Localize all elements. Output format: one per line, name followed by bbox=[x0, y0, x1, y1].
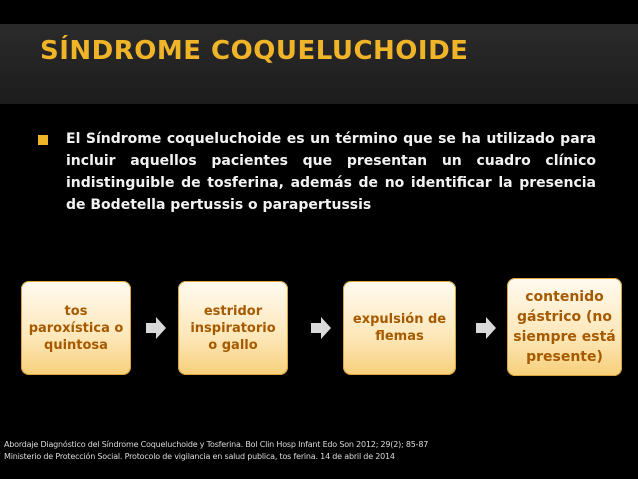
flow-box-expulsion bbox=[343, 281, 456, 375]
flow-box-line: inspiratorio bbox=[190, 320, 276, 336]
bullet-text: El Síndrome coqueluchoide es un término que se ha utilizado para incluir aquellos pacientes que presentan un cuadro clínico indistinguible de tosferina, además de no identificar la presencia de Bodetella pertussis o parapertussis bbox=[66, 131, 596, 213]
reference-line: Ministerio de Protección Social. Protocolo de vigilancia en salud publica, tos ferina. 14 de abril de 2014 bbox=[4, 452, 395, 461]
flow-box-line: paroxística o bbox=[28, 320, 124, 336]
flow-box-line: estridor bbox=[203, 303, 263, 319]
arrow-right-icon bbox=[146, 317, 166, 339]
flow-box-tos-paroxistica bbox=[21, 281, 131, 375]
arrow-right-icon bbox=[476, 317, 496, 339]
arrow-right-icon bbox=[311, 317, 331, 339]
flow-box-line: contenido bbox=[525, 289, 604, 305]
flow-box-contenido-gastrico bbox=[507, 278, 622, 376]
flow-box-line: expulsión de bbox=[352, 312, 447, 327]
flow-box-line: flemas bbox=[375, 329, 424, 344]
reference-line: Abordaje Diagnóstico del Síndrome Coqueluchoide y Tosferina. Bol Clin Hosp Infant Edo Son 2012; 29(2); 85-87 bbox=[4, 440, 429, 449]
flow-box-line: quintosa bbox=[44, 337, 108, 353]
bullet-item bbox=[38, 128, 604, 216]
references bbox=[4, 439, 428, 463]
flow-box-estridor bbox=[178, 281, 288, 375]
flow-box-line: presente) bbox=[526, 349, 603, 365]
flow-box-line: siempre está bbox=[513, 329, 616, 345]
flow-box-line: tos bbox=[64, 303, 88, 319]
square-bullet-icon bbox=[38, 135, 48, 145]
flow-box-line: gástrico (no bbox=[517, 309, 612, 325]
flow-box-line: o gallo bbox=[208, 337, 258, 353]
slide-title: SÍNDROME COQUELUCHOIDE bbox=[40, 36, 469, 66]
